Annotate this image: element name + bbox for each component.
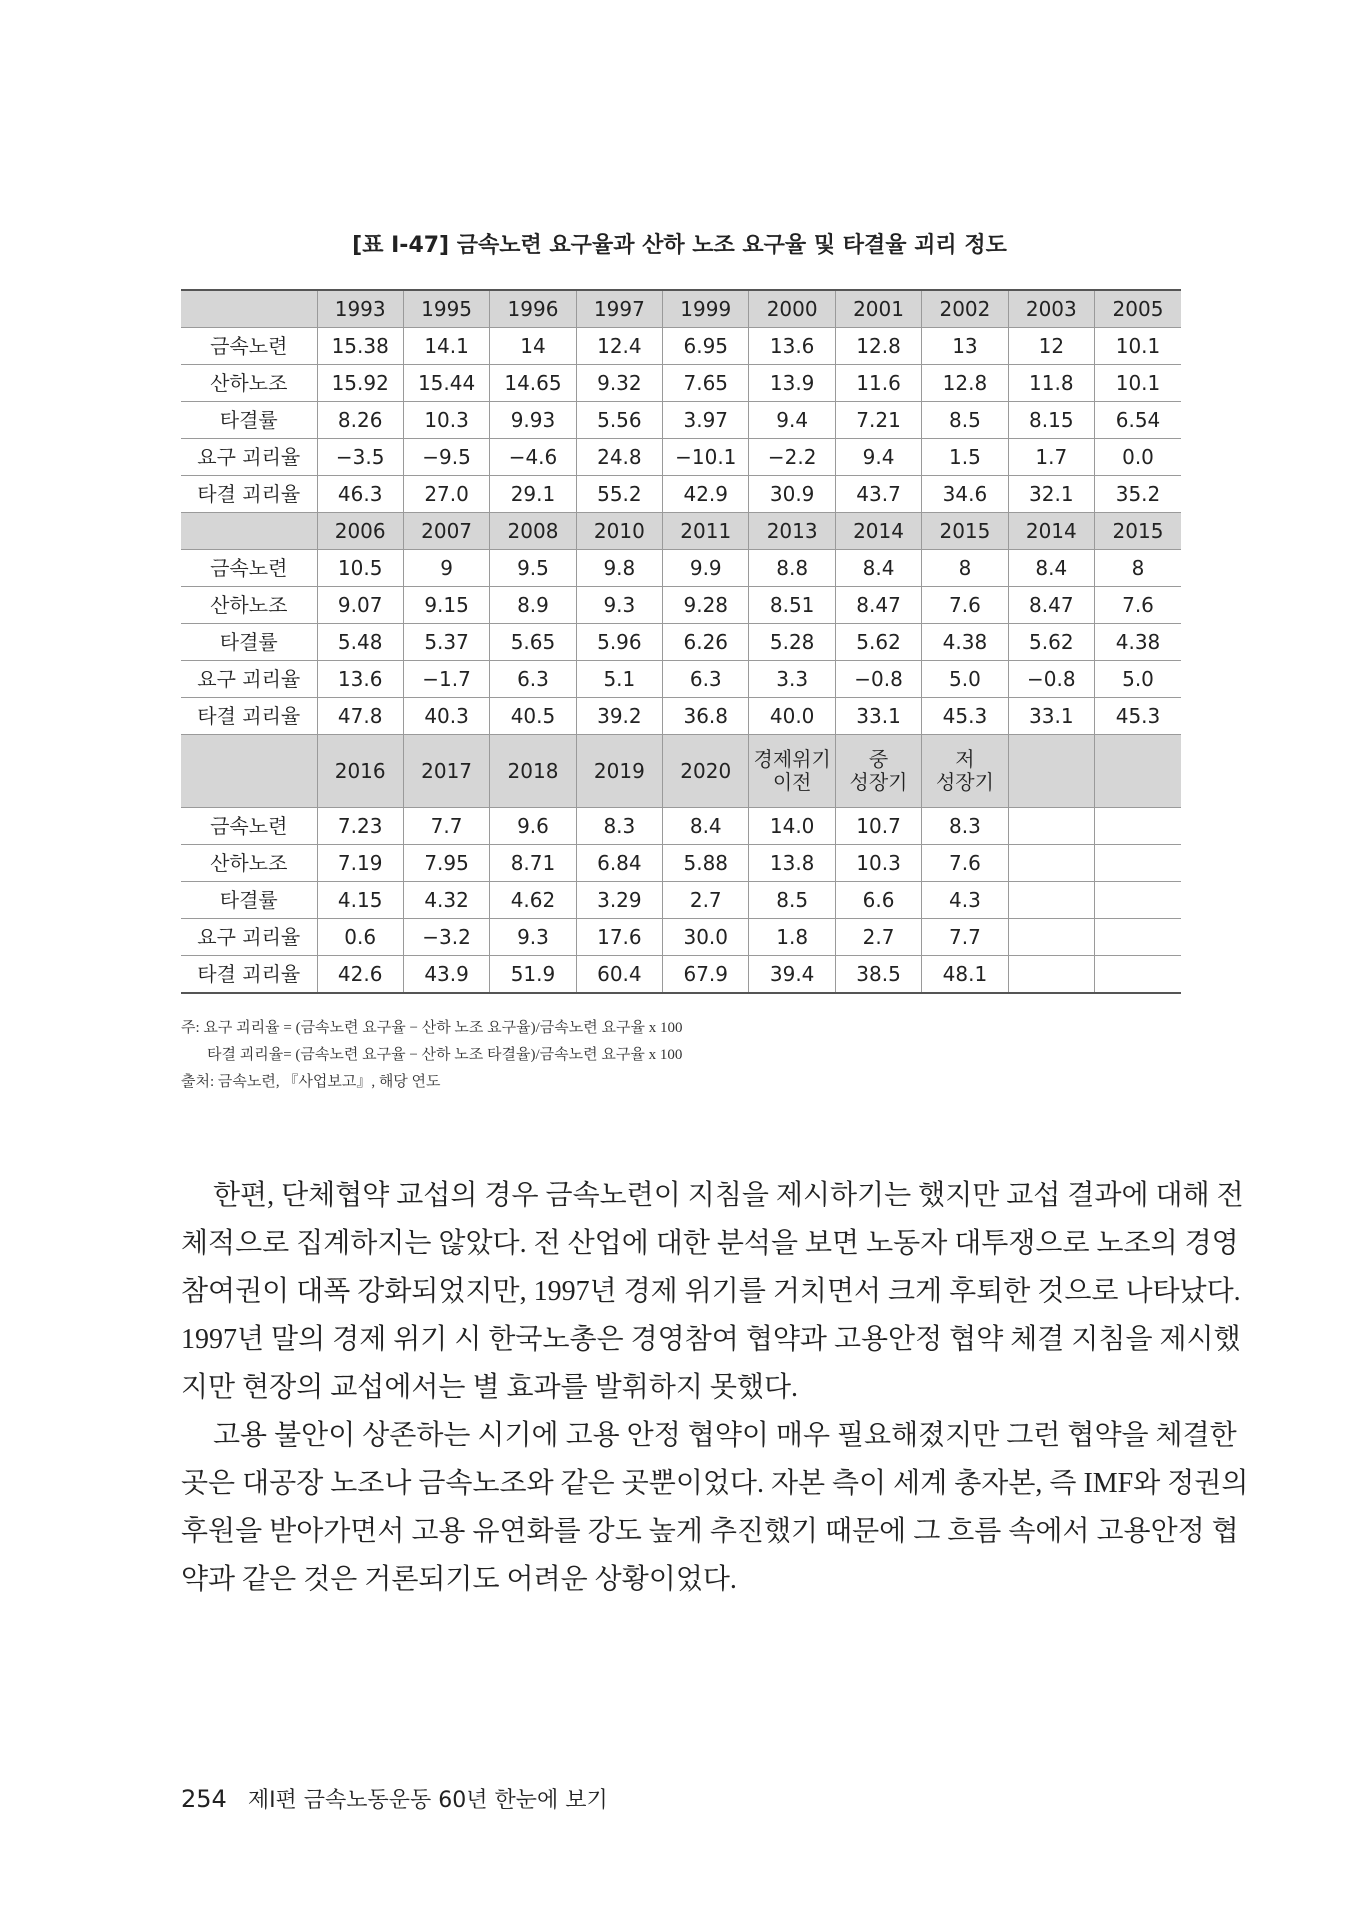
header-corner-cell (181, 513, 317, 550)
data-cell: 1.8 (749, 919, 835, 956)
data-cell: 5.0 (922, 661, 1008, 698)
data-cell: 8.51 (749, 587, 835, 624)
header-cell: 2002 (922, 290, 1008, 328)
data-cell: 8.5 (922, 402, 1008, 439)
data-cell: 8.4 (663, 808, 749, 845)
data-cell: 8.3 (576, 808, 662, 845)
body-text (181, 1172, 1249, 1604)
data-cell: 6.26 (663, 624, 749, 661)
data-cell: −3.2 (403, 919, 489, 956)
data-cell: 8.3 (922, 808, 1008, 845)
data-cell (1095, 919, 1181, 956)
header-cell: 1993 (317, 290, 403, 328)
data-cell: −0.8 (835, 661, 921, 698)
row-label: 요구 괴리율 (181, 439, 317, 476)
data-cell: 55.2 (576, 476, 662, 513)
table-row (181, 956, 1181, 994)
data-cell: 42.9 (663, 476, 749, 513)
header-corner-cell (181, 290, 317, 328)
data-cell: 9.4 (749, 402, 835, 439)
data-cell: 9.5 (490, 550, 576, 587)
data-cell: 11.8 (1008, 365, 1094, 402)
data-cell: 8 (922, 550, 1008, 587)
data-cell: 9.15 (403, 587, 489, 624)
data-cell: 43.7 (835, 476, 921, 513)
paragraph-line: 참여권이 대폭 강화되었지만, 1997년 경제 위기를 거치면서 크게 후퇴한 것으로 나타났다. (181, 1276, 1241, 1307)
header-cell: 2005 (1095, 290, 1181, 328)
data-cell: 1.5 (922, 439, 1008, 476)
data-cell: 9.6 (490, 808, 576, 845)
data-cell: 1.7 (1008, 439, 1094, 476)
row-label: 요구 괴리율 (181, 661, 317, 698)
header-cell: 2017 (403, 735, 489, 808)
table-row (181, 550, 1181, 587)
data-cell: 9.3 (576, 587, 662, 624)
data-cell (1095, 845, 1181, 882)
data-cell: 9.32 (576, 365, 662, 402)
data-cell: 10.3 (835, 845, 921, 882)
header-cell: 1995 (403, 290, 489, 328)
data-cell: 24.8 (576, 439, 662, 476)
data-cell: 3.97 (663, 402, 749, 439)
data-cell: 5.0 (1095, 661, 1181, 698)
row-label: 타결률 (181, 624, 317, 661)
paragraph-2 (181, 1412, 1249, 1604)
paragraph-line: 1997년 말의 경제 위기 시 한국노총은 경영참여 협약과 고용안정 협약 체결 지침을 제시했 (181, 1324, 1241, 1355)
header-cell: 2014 (835, 513, 921, 550)
data-cell: 2.7 (663, 882, 749, 919)
data-cell: 8.47 (1008, 587, 1094, 624)
header-cell: 2003 (1008, 290, 1094, 328)
header-cell: 2019 (576, 735, 662, 808)
footer-section-title: 제Ⅰ편 금속노동운동 60년 한눈에 보기 (247, 1788, 608, 1813)
data-cell: 13.6 (317, 661, 403, 698)
data-cell: 46.3 (317, 476, 403, 513)
table-row (181, 402, 1181, 439)
table-row (181, 698, 1181, 735)
data-cell: 13.6 (749, 328, 835, 365)
table-header-row (181, 735, 1181, 808)
data-cell: 4.32 (403, 882, 489, 919)
table-row (181, 439, 1181, 476)
data-cell: 8.26 (317, 402, 403, 439)
page-number: 254 (181, 1785, 227, 1813)
header-cell: 2016 (317, 735, 403, 808)
data-cell: 38.5 (835, 956, 921, 994)
data-cell: 6.84 (576, 845, 662, 882)
data-cell: 67.9 (663, 956, 749, 994)
header-cell: 2020 (663, 735, 749, 808)
paragraph-line: 약과 같은 것은 거론되기도 어려운 상황이었다. (181, 1564, 737, 1595)
data-cell: 8.15 (1008, 402, 1094, 439)
data-cell: −2.2 (749, 439, 835, 476)
data-cell: 9 (403, 550, 489, 587)
header-cell: 1996 (490, 290, 576, 328)
data-cell: 7.6 (922, 845, 1008, 882)
header-cell: 저 성장기 (922, 735, 1008, 808)
paragraph-line: 후원을 받아가면서 고용 유연화를 강도 높게 추진했기 때문에 그 흐름 속에서 고용안정 협 (181, 1516, 1239, 1547)
data-cell: 33.1 (1008, 698, 1094, 735)
data-cell: −9.5 (403, 439, 489, 476)
table-row (181, 919, 1181, 956)
data-cell: 5.62 (835, 624, 921, 661)
data-cell: 7.65 (663, 365, 749, 402)
data-cell: 5.88 (663, 845, 749, 882)
data-cell (1008, 919, 1094, 956)
paragraph-1 (181, 1172, 1244, 1412)
data-cell: 43.9 (403, 956, 489, 994)
data-cell: 14.65 (490, 365, 576, 402)
data-cell: 12.8 (922, 365, 1008, 402)
data-cell (1095, 808, 1181, 845)
data-cell: −10.1 (663, 439, 749, 476)
data-cell: −4.6 (490, 439, 576, 476)
data-cell: 12.8 (835, 328, 921, 365)
data-cell: 40.0 (749, 698, 835, 735)
data-cell: 7.6 (922, 587, 1008, 624)
data-cell: 60.4 (576, 956, 662, 994)
data-cell: 40.3 (403, 698, 489, 735)
data-cell: 14 (490, 328, 576, 365)
row-label: 타결 괴리율 (181, 476, 317, 513)
data-table (181, 289, 1181, 994)
data-cell: 7.6 (1095, 587, 1181, 624)
table-title: [표 Ⅰ-47] 금속노련 요구율과 산하 노조 요구율 및 타결율 괴리 정도 (352, 233, 1007, 258)
row-label: 타결 괴리율 (181, 956, 317, 994)
data-cell: 6.54 (1095, 402, 1181, 439)
data-cell: 5.65 (490, 624, 576, 661)
header-cell: 경제위기 이전 (749, 735, 835, 808)
data-cell: 42.6 (317, 956, 403, 994)
data-cell: 29.1 (490, 476, 576, 513)
data-cell: 34.6 (922, 476, 1008, 513)
data-cell: 5.96 (576, 624, 662, 661)
data-cell: 7.7 (922, 919, 1008, 956)
header-cell: 2010 (576, 513, 662, 550)
table-row (181, 365, 1181, 402)
table-row (181, 587, 1181, 624)
paragraph-line: 곳은 대공장 노조나 금속노조와 같은 곳뿐이었다. 자본 측이 세계 총자본, 즉 IMF와 정권의 (181, 1468, 1249, 1499)
header-cell (1095, 735, 1181, 808)
data-cell: 10.5 (317, 550, 403, 587)
data-cell: 36.8 (663, 698, 749, 735)
data-cell: 35.2 (1095, 476, 1181, 513)
data-cell: 9.9 (663, 550, 749, 587)
header-cell: 중 성장기 (835, 735, 921, 808)
note-source: 출처: 금속노련, 『사업보고』, 해당 연도 (181, 1074, 441, 1090)
data-cell: 30.9 (749, 476, 835, 513)
table-row (181, 845, 1181, 882)
header-cell: 2001 (835, 290, 921, 328)
data-cell: 15.92 (317, 365, 403, 402)
data-cell: 45.3 (1095, 698, 1181, 735)
data-cell: 27.0 (403, 476, 489, 513)
row-label: 타결률 (181, 402, 317, 439)
data-cell: 9.28 (663, 587, 749, 624)
data-cell: −1.7 (403, 661, 489, 698)
table-row (181, 624, 1181, 661)
header-cell: 1999 (663, 290, 749, 328)
data-cell: 3.3 (749, 661, 835, 698)
data-cell: 4.62 (490, 882, 576, 919)
data-cell: 4.38 (1095, 624, 1181, 661)
data-cell: 39.4 (749, 956, 835, 994)
data-cell: −3.5 (317, 439, 403, 476)
header-cell: 2011 (663, 513, 749, 550)
data-cell: 10.3 (403, 402, 489, 439)
row-label: 금속노련 (181, 550, 317, 587)
data-cell: 5.1 (576, 661, 662, 698)
data-cell: 9.8 (576, 550, 662, 587)
data-cell: 8.71 (490, 845, 576, 882)
data-cell (1095, 882, 1181, 919)
data-cell: 13.8 (749, 845, 835, 882)
data-cell: 17.6 (576, 919, 662, 956)
row-label: 산하노조 (181, 845, 317, 882)
data-cell: 39.2 (576, 698, 662, 735)
data-cell: 47.8 (317, 698, 403, 735)
data-cell: 10.7 (835, 808, 921, 845)
data-cell: 4.3 (922, 882, 1008, 919)
data-cell: 32.1 (1008, 476, 1094, 513)
header-cell: 2013 (749, 513, 835, 550)
data-cell: 7.7 (403, 808, 489, 845)
data-cell: 10.1 (1095, 328, 1181, 365)
data-cell: 4.38 (922, 624, 1008, 661)
header-corner-cell (181, 735, 317, 808)
data-cell: 51.9 (490, 956, 576, 994)
data-cell: 8.5 (749, 882, 835, 919)
row-label: 금속노련 (181, 328, 317, 365)
data-cell (1008, 808, 1094, 845)
table-notes (181, 1015, 682, 1096)
header-cell: 2015 (1095, 513, 1181, 550)
data-cell: 7.23 (317, 808, 403, 845)
table-row (181, 882, 1181, 919)
data-cell: 5.48 (317, 624, 403, 661)
data-cell (1008, 882, 1094, 919)
data-cell: 10.1 (1095, 365, 1181, 402)
data-cell: 12 (1008, 328, 1094, 365)
table-row (181, 328, 1181, 365)
data-cell: 2.7 (835, 919, 921, 956)
paragraph-line: 한편, 단체협약 교섭의 경우 금속노련이 지침을 제시하기는 했지만 교섭 결과에 대해 전 (213, 1180, 1244, 1211)
data-cell: 4.15 (317, 882, 403, 919)
data-cell: 14.0 (749, 808, 835, 845)
data-cell: 9.4 (835, 439, 921, 476)
paragraph-line: 지만 현장의 교섭에서는 별 효과를 발휘하지 못했다. (181, 1372, 799, 1403)
data-cell: 12.4 (576, 328, 662, 365)
row-label: 요구 괴리율 (181, 919, 317, 956)
data-cell: 14.1 (403, 328, 489, 365)
data-cell: 45.3 (922, 698, 1008, 735)
data-cell: 8.9 (490, 587, 576, 624)
data-cell: 15.38 (317, 328, 403, 365)
data-cell: −0.8 (1008, 661, 1094, 698)
header-cell (1008, 735, 1094, 808)
row-label: 금속노련 (181, 808, 317, 845)
data-cell: 3.29 (576, 882, 662, 919)
data-cell: 8.8 (749, 550, 835, 587)
data-cell (1095, 956, 1181, 994)
data-cell: 8.4 (835, 550, 921, 587)
row-label: 타결률 (181, 882, 317, 919)
data-cell: 9.07 (317, 587, 403, 624)
table-header-row (181, 513, 1181, 550)
data-cell: 9.93 (490, 402, 576, 439)
data-cell: 30.0 (663, 919, 749, 956)
data-cell: 13.9 (749, 365, 835, 402)
data-cell: 9.3 (490, 919, 576, 956)
row-label: 산하노조 (181, 365, 317, 402)
data-cell: 48.1 (922, 956, 1008, 994)
table-row (181, 808, 1181, 845)
data-cell: 40.5 (490, 698, 576, 735)
data-cell: 5.28 (749, 624, 835, 661)
data-cell: 5.62 (1008, 624, 1094, 661)
data-cell: 7.95 (403, 845, 489, 882)
data-cell: 6.6 (835, 882, 921, 919)
data-cell: 0.0 (1095, 439, 1181, 476)
header-cell: 2006 (317, 513, 403, 550)
data-cell (1008, 845, 1094, 882)
row-label: 타결 괴리율 (181, 698, 317, 735)
data-cell: 11.6 (835, 365, 921, 402)
data-cell: 8.4 (1008, 550, 1094, 587)
page-footer (181, 1783, 608, 1814)
note-demand-gap: 주: 요구 괴리율 = (금속노련 요구율 − 산하 노조 요구율)/금속노련 요구율 x 100 (181, 1020, 683, 1036)
header-cell: 2007 (403, 513, 489, 550)
data-cell: 6.95 (663, 328, 749, 365)
data-cell: 33.1 (835, 698, 921, 735)
header-cell: 2014 (1008, 513, 1094, 550)
paragraph-line: 고용 불안이 상존하는 시기에 고용 안정 협약이 매우 필요해졌지만 그런 협약을 체결한 (213, 1420, 1237, 1451)
data-cell: 7.19 (317, 845, 403, 882)
table-row (181, 476, 1181, 513)
data-cell: 8.47 (835, 587, 921, 624)
row-label: 산하노조 (181, 587, 317, 624)
data-cell: 7.21 (835, 402, 921, 439)
table-header-row (181, 290, 1181, 328)
header-cell: 1997 (576, 290, 662, 328)
data-cell: 8 (1095, 550, 1181, 587)
data-cell: 5.56 (576, 402, 662, 439)
data-cell: 6.3 (490, 661, 576, 698)
data-cell: 5.37 (403, 624, 489, 661)
data-cell: 13 (922, 328, 1008, 365)
header-cell: 2018 (490, 735, 576, 808)
data-cell: 6.3 (663, 661, 749, 698)
header-cell: 2000 (749, 290, 835, 328)
data-cell: 0.6 (317, 919, 403, 956)
note-settlement-gap: 타결 괴리율= (금속노련 요구율 − 산하 노조 타결율)/금속노련 요구율 x 100 (207, 1047, 683, 1063)
data-cell (1008, 956, 1094, 994)
header-cell: 2015 (922, 513, 1008, 550)
data-cell: 15.44 (403, 365, 489, 402)
header-cell: 2008 (490, 513, 576, 550)
table-row (181, 661, 1181, 698)
paragraph-line: 체적으로 집계하지는 않았다. 전 산업에 대한 분석을 보면 노동자 대투쟁으로 노조의 경영 (181, 1228, 1239, 1259)
